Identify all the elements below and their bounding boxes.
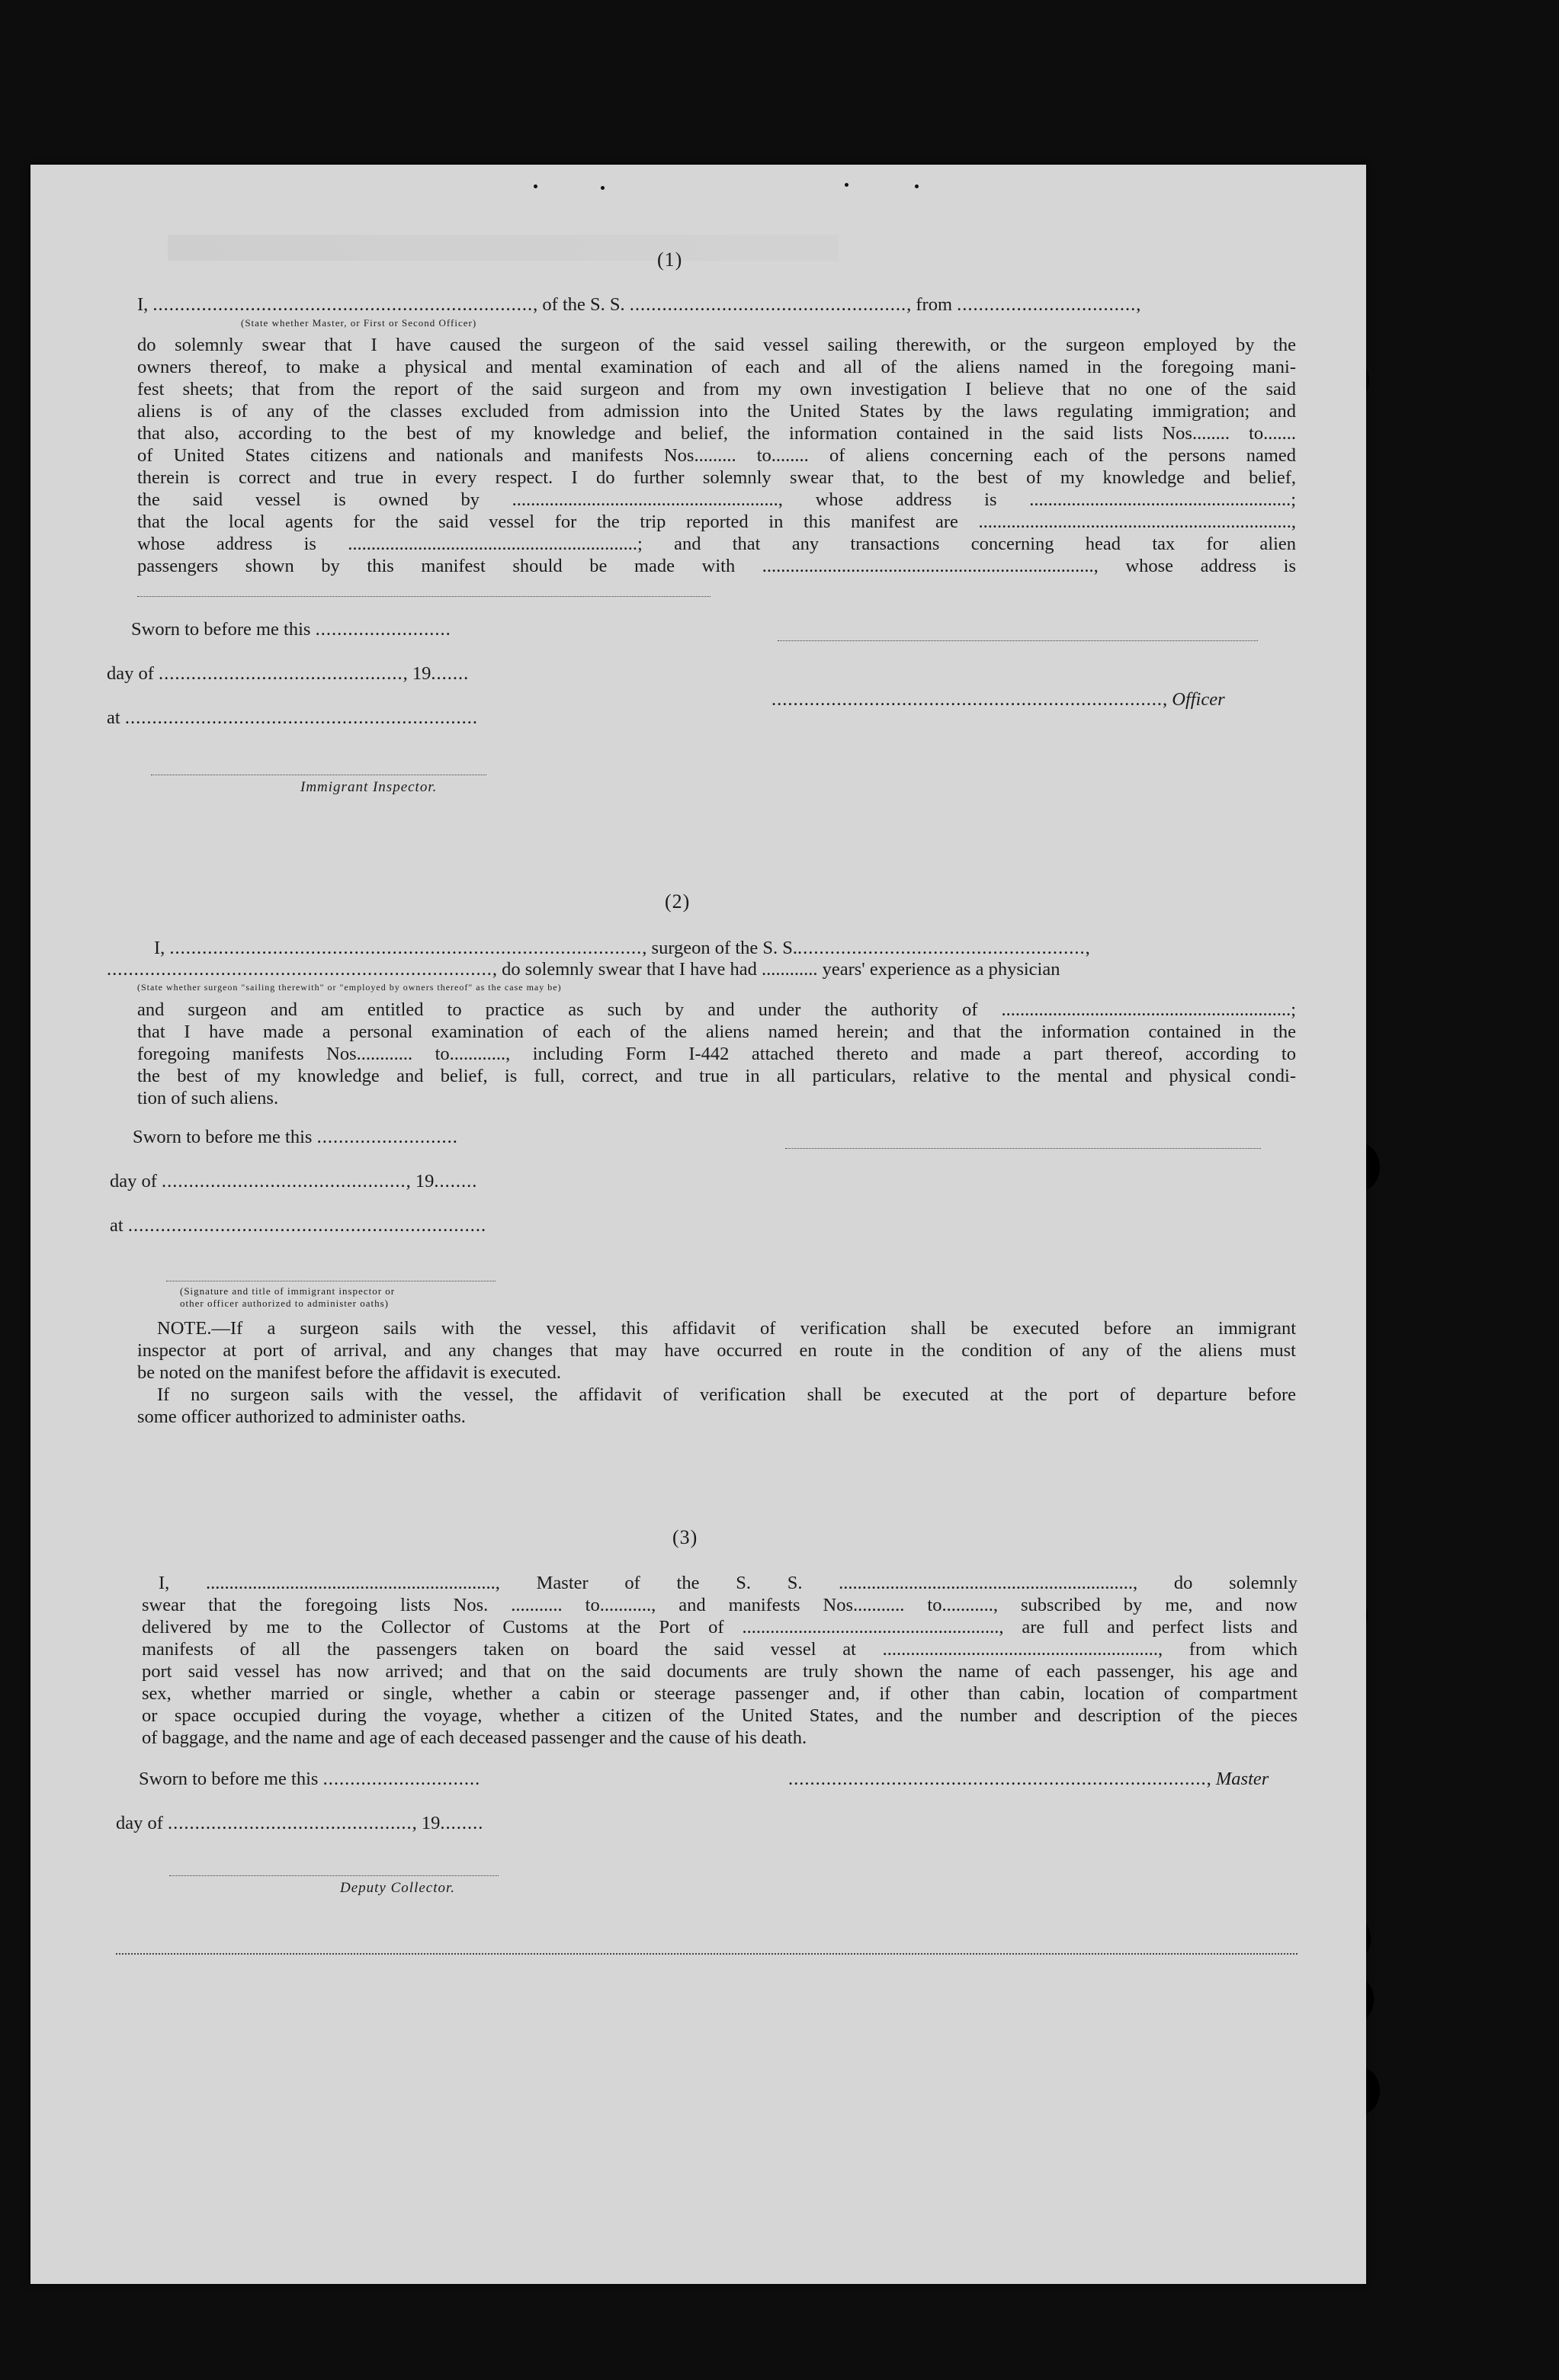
inspector-label: Immigrant Inspector. [300,779,438,795]
section-1-line: that the local agents for the said vessel for the trip reported in this manifest are ..................................................................., [137,512,1296,532]
master-signature-field[interactable]: ............................................................................. [788,1769,1207,1789]
section-3-line: of baggage, and the name and age of each deceased passenger and the cause of his death. [142,1727,807,1748]
section-3-number: (3) [672,1526,698,1548]
collector-signature-line [169,1875,499,1876]
section-3-line: delivered by me to the Collector of Customs at the Port of ......................................................., are full and perfect lists and [142,1617,1298,1637]
note-line: inspector at port of arrival, and any changes that may have occurred en route in the condition of any of the aliens must [137,1340,1296,1361]
surgeon-status-caption: (State whether surgeon "sailing therewith" or "employed by owners thereof" as the case may be) [137,982,562,993]
day-of-line-3: day of ............................................., 19........ [116,1813,484,1833]
section-2-line: and surgeon and am entitled to practice as such by and under the authority of ..............................................................; [137,999,1296,1020]
sworn-line-3 [139,1769,480,1790]
officer-rank-caption: (State whether Master, or First or Second Officer) [241,317,477,329]
experience-text: , do solemnly swear that I have had ............ years' experience as a physician [492,959,1060,980]
month-field[interactable]: ............................................. [162,1171,406,1192]
month-field[interactable]: ............................................. [159,663,403,684]
sworn-label: Sworn to before me this [139,1769,319,1789]
day-of-line-2: day of ............................................., 19........ [110,1171,478,1192]
month-field[interactable]: ............................................. [168,1813,412,1833]
collector-label: Deputy Collector. [340,1880,456,1896]
section-2-line: that I have made a personal examination of each of the aliens named herein; and that the information contained in the [137,1022,1296,1042]
section-1-line: whose address is ..............................................................; and that any transactions concerning head tax for alien [137,534,1296,554]
intro-of-ss: , of the S. S. [533,294,630,315]
bleed-through-header [168,235,839,261]
section-3-line: I, .............................................................., Master of the S. S. ..............................................................., do solemnly [159,1573,1298,1593]
sworn-date-field[interactable]: ......................... [315,619,451,640]
intro-i: I, [154,938,170,958]
section-1-number: (1) [657,249,683,271]
section-1-line: aliens is of any of the classes excluded from admission into the United States by the laws regulating immigration; and [137,401,1296,422]
surgeon-name-field[interactable]: ....................................................................................... [169,938,643,958]
ink-speck [601,186,605,190]
day-of-label: day of [107,663,154,684]
section-1-line: of United States citizens and nationals and manifests Nos......... to........ of aliens concerning each of the persons named [137,445,1296,466]
ink-speck [915,184,919,188]
section-1-line: do solemnly swear that I have caused the surgeon of the said vessel sailing therewith, or the surgeon employed by the [137,335,1296,355]
signature-caption-1: (Signature and title of immigrant inspector or [180,1285,396,1297]
section-2-line: foregoing manifests Nos............ to............, including Form I-442 attached thereto and made a part thereof, according to [137,1044,1296,1064]
day-of-label: day of [116,1813,163,1833]
signature-caption-2: other officer authorized to administer oaths) [180,1297,389,1309]
intro-i: I, [137,294,153,315]
sworn-date-field[interactable]: ............................. [322,1769,481,1789]
officer-label: Officer [1172,689,1225,710]
year-field[interactable]: ....... [431,663,470,684]
ink-speck [534,184,537,188]
section-3-line: sex, whether married or single, whether a cabin or steerage passenger and, if other than cabin, location of compartment [142,1683,1298,1704]
section-1-line: the said vessel is owned by ........................................................., whose address is ........................................................; [137,489,1296,510]
ink-speck [845,183,848,187]
officer-signature-line: ........................................................................, Officer [771,689,1225,710]
departure-port-field[interactable]: ................................., [957,294,1142,315]
section-3-line: port said vessel has now arrived; and that on the said documents are truly shown the name of each passenger, his age and [142,1661,1298,1682]
at-label: at [110,1215,124,1236]
section-1-line: fest sheets; that from the report of the said surgeon and from my own investigation I believe that no one of the said [137,379,1296,399]
vessel-name-field[interactable]: ....................................................., [797,938,1091,958]
section-3-line: or space occupied during the voyage, whether a citizen of the United States, and the number and description of the pieces [142,1705,1298,1726]
officer-signature-field[interactable]: ........................................................................ [771,689,1163,710]
sworn-label: Sworn to before me this [131,619,311,640]
at-line-2 [110,1215,486,1237]
section-1-intro-line [137,294,1296,316]
place-field[interactable]: ................................................................. [124,707,478,728]
sworn-label: Sworn to before me this [133,1127,313,1147]
sworn-date-field[interactable]: .......................... [316,1127,458,1147]
officer-rank-field[interactable]: ...................................................................... [152,294,534,315]
master-label: Master [1215,1769,1269,1789]
master-signature-line: ............................................................................., Master [788,1769,1269,1789]
year-label: 19 [412,663,431,684]
note-line: If no surgeon sails with the vessel, the affidavit of verification shall be executed at the port of departure before [157,1384,1296,1405]
surgeon-status-field[interactable]: ....................................................................... [107,959,492,980]
note-line: NOTE.—If a surgeon sails with the vessel, this affidavit of verification shall be executed before an immigrant [157,1318,1296,1339]
year-label: 19 [415,1171,435,1192]
note-line: be noted on the manifest before the affidavit is executed. [137,1362,562,1383]
section-3-line: swear that the foregoing lists Nos. ........... to..........., and manifests Nos........... to..........., subscribed by me, and now [142,1595,1298,1615]
intro-surgeon-of-ss: , surgeon of the S. S. [642,938,798,958]
year-label: 19 [421,1813,441,1833]
vessel-name-field[interactable]: ................................................... [629,294,907,315]
section-2-number: (2) [665,890,691,913]
address-continuation-line [137,596,711,597]
intro-from: , from [906,294,958,315]
sworn-line-1 [131,619,451,640]
year-field[interactable]: ........ [440,1813,484,1833]
officer-name-line [778,640,1258,641]
section-1-line: owners thereof, to make a physical and mental examination of each and all of the aliens named in the foregoing mani- [137,357,1296,377]
day-of-label: day of [110,1171,157,1192]
section-2-intro-line [154,938,1298,959]
section-2-line-2 [107,959,1296,980]
section-2-line: tion of such aliens. [137,1088,279,1108]
section-2-line: the best of my knowledge and belief, is full, correct, and true in all particulars, relative to the mental and physical condi- [137,1066,1296,1086]
sworn-line-2 [133,1127,458,1148]
bottom-rule [116,1953,1298,1955]
at-line-1 [107,707,478,729]
at-label: at [107,707,120,728]
year-field[interactable]: ........ [434,1171,478,1192]
section-3-line: manifests of all the passengers taken on board the said vessel at ..........................................................., from which [142,1639,1298,1660]
section-1-line: passengers shown by this manifest should be made with ......................................................................., whose address is [137,556,1296,576]
day-of-line-1: day of ............................................., 19....... [107,663,470,684]
section-1-line: that also, according to the best of my knowledge and belief, the information contained in the said lists Nos........ to....... [137,423,1296,444]
form-sheet [30,165,1366,2284]
place-field[interactable]: .................................................................. [127,1215,487,1236]
note-line: some officer authorized to administer oaths. [137,1407,466,1427]
surgeon-signature-line [785,1148,1261,1149]
section-1-line: therein is correct and true in every respect. I do further solemnly swear that, to the best of my knowledge and belief, [137,467,1296,488]
